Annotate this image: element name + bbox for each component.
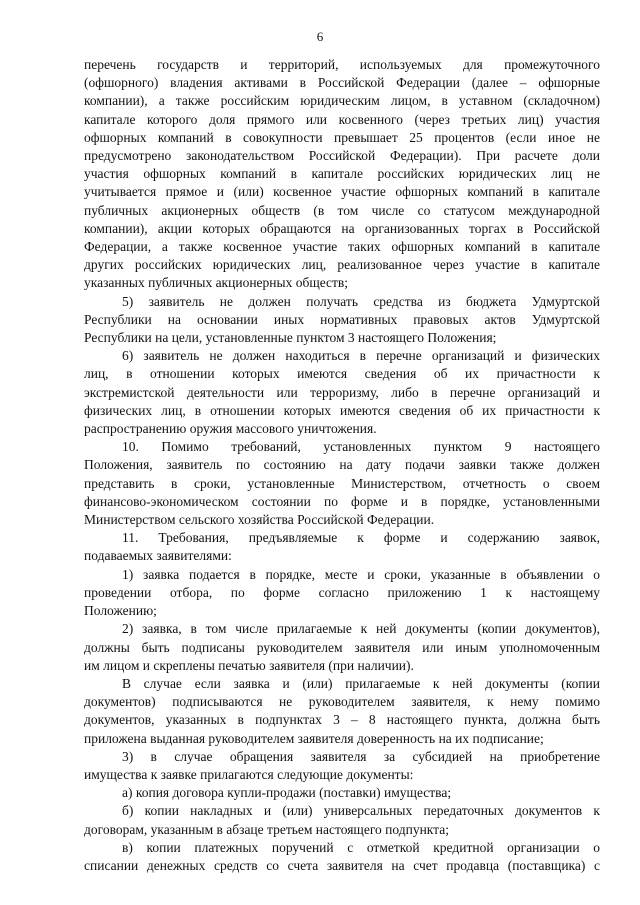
text-line: представить в сроки, установленные Министерством, отчетность о своем xyxy=(84,475,600,491)
text-line: экстремистской деятельности или терроризму, либо в перечне организаций и xyxy=(84,384,600,400)
text-line: Положения, заявитель по состоянию на дату подачи заявки также должен xyxy=(84,457,600,473)
text-line: документов) подписываются не руководителем заявителя, к нему помимо xyxy=(84,694,600,710)
text-line: офшорных компаний в совокупности превышает 25 процентов (если иное не xyxy=(84,129,600,145)
text-line: (офшорного) владения активами в Российской Федерации (далее – офшорные xyxy=(84,75,600,91)
text-line: имущества к заявке прилагаются следующие документы: xyxy=(84,766,414,782)
text-line: в) копии платежных поручений с отметкой кредитной организации о xyxy=(122,839,600,855)
text-line: подаваемых заявителями: xyxy=(84,548,232,564)
text-line: В случае если заявка и (или) прилагаемые к ней документы (копии xyxy=(122,675,600,691)
text-line: компании), а также российским юридическим лицом, в уставном (складочном) xyxy=(84,93,600,109)
text-line: 5) заявитель не должен получать средства из бюджета Удмуртской xyxy=(122,293,600,309)
text-line: участия офшорных компаний в капитале российских юридических лиц не xyxy=(84,166,600,182)
text-line: лиц, в отношении которых имеются сведения об их причастности к xyxy=(84,366,600,382)
text-line: списании денежных средств со счета заявителя на счет продавца (поставщика) с xyxy=(84,857,600,873)
text-line: 10. Помимо требований, установленных пунктом 9 настоящего xyxy=(122,439,600,455)
text-line: капитале которого доля прямого или косвенного (через третьих лиц) участия xyxy=(84,111,600,127)
text-line: 6) заявитель не должен находиться в перечне организаций и физических xyxy=(122,348,600,364)
page-number: 6 xyxy=(316,29,324,44)
text-line: б) копии накладных и (или) универсальных передаточных документов к xyxy=(122,803,600,819)
text-line: указанных публичных акционерных обществ; xyxy=(84,275,349,291)
text-line: 3) в случае обращения заявителя за субсидией на приобретение xyxy=(122,748,600,764)
text-line: учитывается прямое и (или) косвенное участие офшорных компаний в капитале xyxy=(84,184,600,200)
text-line: а) копия договора купли-продажи (поставки) имущества; xyxy=(122,785,452,801)
text-line: Положению; xyxy=(84,603,157,619)
text-line: 2) заявка, в том числе прилагаемые к ней документы (копии документов), xyxy=(122,621,600,637)
text-line: Министерством сельского хозяйства Российской Федерации. xyxy=(84,512,435,528)
text-line: публичных акционерных обществ (в том числе со статусом международной xyxy=(84,202,600,218)
text-line: проведении отбора, по форме согласно приложению 1 к настоящему xyxy=(84,584,600,600)
text-line: документов, указанных в подпунктах 3 – 8 настоящего пункта, должна быть xyxy=(84,712,600,728)
text-line: договорам, указанным в абзаце третьем настоящего подпункта; xyxy=(84,821,449,837)
text-line: предусмотрено законодательством Российской Федерации). При расчете доли xyxy=(84,148,600,164)
document-body xyxy=(84,56,600,875)
text-line: других российских юридических лиц, реализованное через участие в капитале xyxy=(84,257,600,273)
text-line: финансово-экономическом состоянии по форме и в порядке, установленными xyxy=(84,493,600,509)
text-line: распространению оружия массового уничтожения. xyxy=(84,421,377,437)
text-line: должны быть подписаны руководителем заявителя или иным уполномоченным xyxy=(84,639,600,655)
text-line: компании), акции которых обращаются на организованных торгах в Российской xyxy=(84,220,600,236)
text-line: Федерации, а также косвенное участие таких офшорных компаний в капитале xyxy=(84,239,600,255)
text-line: 11. Требования, предъявляемые к форме и содержанию заявок, xyxy=(122,530,600,546)
text-line: Республики на основании иных нормативных правовых актов Удмуртской xyxy=(84,311,600,327)
text-line: перечень государств и территорий, используемых для промежуточного xyxy=(84,57,600,72)
text-line: 1) заявка подается в порядке, месте и сроки, указанные в объявлении о xyxy=(122,566,600,582)
text-line: физических лиц, в отношении которых имеются сведения об их причастности к xyxy=(84,402,600,418)
text-line: Республики на цели, установленные пунктом 3 настоящего Положения; xyxy=(84,330,497,346)
text-line: приложена выданная руководителем заявителя доверенность на их подписание; xyxy=(84,730,544,746)
text-line: им лицом и скреплены печатью заявителя (при наличии). xyxy=(84,657,414,673)
